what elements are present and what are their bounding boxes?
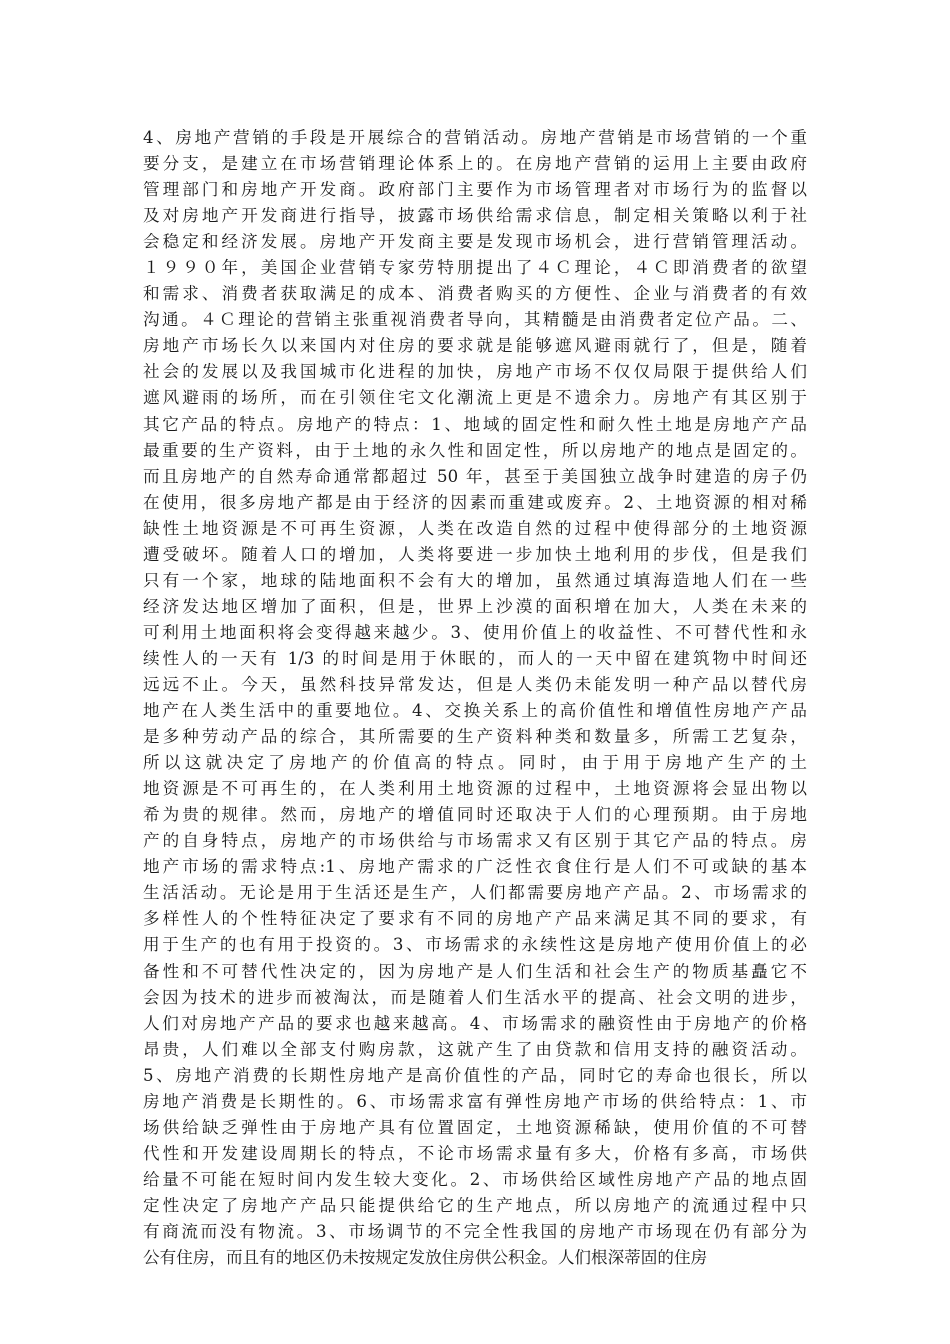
text-line: 有商流而没有物流。3、市场调节的不完全性我国的房地产市场现在仍有部分为 bbox=[143, 1221, 807, 1241]
text-line: 产的自身特点，房地产的市场供给与市场需求又有区别于其它产品的特点。房 bbox=[143, 831, 807, 851]
text-line: 生活活动。无论是用于生活还是生产，人们都需要房地产产品。2、市场需求的 bbox=[143, 883, 807, 903]
text-line: 人们对房地产产品的要求也越来越高。4、市场需求的融资性由于房地产的价格 bbox=[143, 1013, 807, 1033]
text-line: 多样性人的个性特征决定了要求有不同的房地产产品来满足其不同的要求，有 bbox=[143, 909, 807, 929]
text-line: 希为贵的规律。然而，房地产的增值同时还取决于人们的心理预期。由于房地 bbox=[143, 805, 807, 825]
text-line: 遮风避雨的场所，而在引领住宅文化潮流上更是不遗余力。房地产有其区别于 bbox=[143, 388, 807, 408]
text-line: 给量不可能在短时间内发生较大变化。2、市场供给区域性房地产产品的地点固 bbox=[143, 1169, 807, 1189]
text-line: 5、房地产消费的长期性房地产是高价值性的产品，同时它的寿命也很长，所以 bbox=[143, 1065, 807, 1085]
text-line: 在使用，很多房地产都是由于经济的因素而重建或废弃。2、土地资源的相对稀 bbox=[143, 492, 807, 512]
text-line: 而且房地产的自然寿命通常都超过 50 年，甚至于美国独立战争时建造的房子仍 bbox=[143, 466, 807, 486]
text-line: 是多种劳动产品的综合，其所需要的生产资料种类和数量多，所需工艺复杂， bbox=[143, 727, 807, 747]
text-line: 地产市场的需求特点:1、房地产需求的广泛性衣食住行是人们不可或缺的基本 bbox=[143, 857, 807, 877]
text-line: 经济发达地区增加了面积，但是，世界上沙漠的面积增在加大，人类在未来的 bbox=[143, 596, 807, 616]
text-line: 4、房地产营销的手段是开展综合的营销活动。房地产营销是市场营销的一个重 bbox=[143, 128, 807, 147]
text-line: 场供给缺乏弹性由于房地产具有位置固定，土地资源稀缺，使用价值的不可替 bbox=[143, 1117, 807, 1137]
text-line: 公有住房，而且有的地区仍未按规定发放住房供公积金。人们根深蒂固的住房 bbox=[143, 1248, 708, 1268]
text-line: 代性和开发建设周期长的特点，不论市场需求量有多大，价格有多高，市场供 bbox=[143, 1143, 807, 1163]
text-line: 管理部门和房地产开发商。政府部门主要作为市场管理者对市场行为的监督以 bbox=[143, 180, 807, 200]
text-line: 会稳定和经济发展。房地产开发商主要是发现市场机会，进行营销管理活动。 bbox=[143, 232, 807, 252]
text-line: 定性决定了房地产产品只能提供给它的生产地点，所以房地产的流通过程中只 bbox=[143, 1195, 807, 1215]
text-line: 及对房地产开发商进行指导，披露市场供给需求信息，制定相关策略以利于社 bbox=[143, 206, 807, 226]
text-line: 和需求、消费者获取满足的成本、消费者购买的方便性、企业与消费者的有效 bbox=[143, 284, 807, 304]
text-line: 续性人的一天有 1/3 的时间是用于休眠的，而人的一天中留在建筑物中时间还 bbox=[143, 648, 807, 668]
text-line: 所以这就决定了房地产的价值高的特点。同时，由于用于房地产生产的土 bbox=[143, 753, 807, 773]
text-line: 缺性土地资源是不可再生资源，人类在改造自然的过程中使得部分的土地资源 bbox=[143, 518, 807, 538]
text-line: 地资源是不可再生的，在人类利用土地资源的过程中，土地资源将会显出物以 bbox=[143, 779, 807, 799]
text-line: 备性和不可替代性决定的，因为房地产是人们生活和社会生产的物质基矗它不 bbox=[143, 961, 807, 981]
text-line: 地产在人类生活中的重要地位。4、交换关系上的高价值性和增值性房地产产品 bbox=[143, 701, 807, 721]
body-text bbox=[143, 125, 807, 1271]
text-line: 可利用土地面积将会变得越来越少。3、使用价值上的收益性、不可替代性和永 bbox=[143, 622, 807, 642]
text-line: １９９０年，美国企业营销专家劳特朋提出了４Ｃ理论，４Ｃ即消费者的欲望 bbox=[143, 258, 807, 278]
text-line: 远远不止。今天，虽然科技异常发达，但是人类仍未能发明一种产品以替代房 bbox=[143, 674, 807, 694]
text-line: 会因为技术的进步而被淘汰，而是随着人们生活水平的提高、社会文明的进步， bbox=[143, 987, 807, 1007]
text-line: 房地产消费是长期性的。6、市场需求富有弹性房地产市场的供给特点：1、市 bbox=[143, 1091, 807, 1111]
text-line: 其它产品的特点。房地产的特点：1、地域的固定性和耐久性土地是房地产产品 bbox=[143, 414, 807, 434]
text-line: 最重要的生产资料，由于土地的永久性和固定性，所以房地产的地点是固定的。 bbox=[143, 440, 807, 460]
text-line: 遭受破坏。随着人口的增加，人类将要进一步加快土地利用的步伐，但是我们 bbox=[143, 544, 807, 564]
text-line: 房地产市场长久以来国内对住房的要求就是能够遮风避雨就行了，但是，随着 bbox=[143, 336, 807, 356]
text-line: 用于生产的也有用于投资的。3、市场需求的永续性这是房地产使用价值上的必 bbox=[143, 935, 807, 955]
text-line: 社会的发展以及我国城市化进程的加快，房地产市场不仅仅局限于提供给人们 bbox=[143, 362, 807, 382]
text-line: 昂贵，人们难以全部支付购房款，这就产生了由贷款和信用支持的融资活动。 bbox=[143, 1039, 807, 1059]
text-line: 只有一个家，地球的陆地面积不会有大的增加，虽然通过填海造地人们在一些 bbox=[143, 570, 807, 590]
text-line: 沟通。４Ｃ理论的营销主张重视消费者导向，其精髓是由消费者定位产品。二、 bbox=[143, 310, 807, 330]
text-line: 要分支，是建立在市场营销理论体系上的。在房地产营销的运用上主要由政府 bbox=[143, 154, 807, 174]
